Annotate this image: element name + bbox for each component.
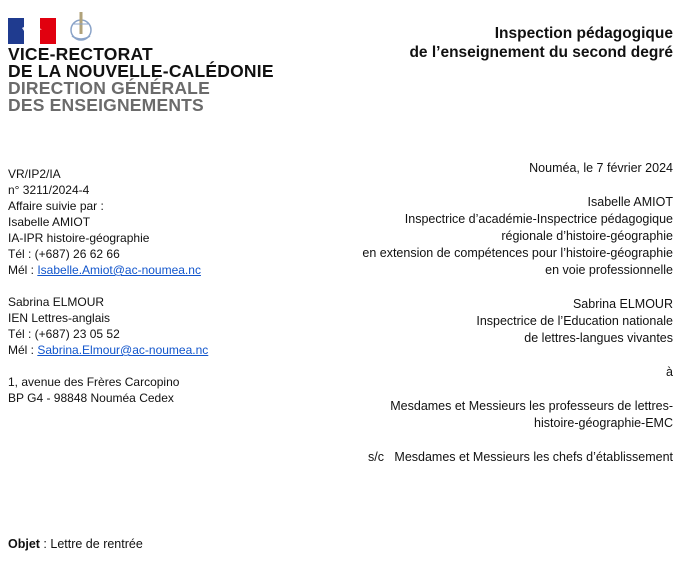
sender2-name: Sabrina ELMOUR (572, 297, 673, 311)
sender2-title-line-2: de lettres-langues vivantes (524, 331, 673, 345)
contact1-role: IA-IPR histoire-géographie (8, 231, 150, 245)
contact1-mail-line (8, 262, 208, 278)
french-republic-flag-icon (8, 18, 56, 44)
subject-separator: : (39, 537, 51, 551)
spacer (362, 381, 673, 398)
sender1-title-line-2: régionale d’histoire-géographie (501, 229, 673, 243)
contact2-role: IEN Lettres-anglais (8, 311, 111, 325)
recipients-line-2: histoire-géographie-EMC (534, 416, 673, 430)
header-title-line-1: Inspection pédagogique (494, 25, 673, 42)
contact2-name: Sabrina ELMOUR (8, 295, 105, 309)
affaire-label: Affaire suivie par : (8, 199, 104, 213)
spacer (362, 177, 673, 194)
subject-label: Objet (8, 537, 40, 551)
sous-couvert-line: s/c Mesdames et Messieurs les chefs d’établissement (368, 450, 673, 464)
to-word: à (666, 365, 673, 379)
reference-2: n° 3211/2024-4 (8, 183, 90, 197)
contact1-mail-label: Mél : (8, 263, 38, 277)
org-line-3: DIRECTION GÉNÉRALE (8, 78, 210, 98)
letter-date: Nouméa, le 7 février 2024 (529, 161, 673, 175)
contact2-mail-label: Mél : (8, 343, 38, 357)
sender-info-column (8, 166, 208, 406)
document-header (409, 24, 673, 62)
contact2-tel: Tél : (+687) 23 05 52 (8, 327, 120, 341)
contact1-tel: Tél : (+687) 26 62 66 (8, 247, 120, 261)
org-line-4: DES ENSEIGNEMENTS (8, 95, 204, 115)
sender1-title-line-1: Inspectrice d’académie-Inspectrice pédagogique (404, 212, 673, 226)
recipient-column (362, 160, 673, 466)
org-line-1: VICE-RECTORAT (8, 44, 153, 64)
sender1-title-line-3: en extension de compétences pour l’histoire-géographie (362, 246, 673, 260)
recipients-line-1: Mesdames et Messieurs les professeurs de lettres- (390, 399, 673, 413)
address-line-2: BP G4 - 98848 Nouméa Cedex (8, 391, 174, 405)
org-line-2: DE LA NOUVELLE-CALÉDONIE (8, 61, 274, 81)
sender2-title-line-1: Inspectrice de l’Education nationale (476, 314, 673, 328)
reference-1: VR/IP2/IA (8, 167, 61, 181)
spacer (362, 347, 673, 364)
spacer (362, 279, 673, 296)
contact2-email-link[interactable]: Sabrina.Elmour@ac-noumea.nc (37, 343, 209, 357)
nouvelle-caledonie-emblem-icon (64, 10, 98, 46)
subject-text: Lettre de rentrée (50, 537, 143, 551)
sender1-title-line-4: en voie professionnelle (545, 263, 673, 277)
subject-line (8, 537, 143, 551)
organization-name (8, 46, 274, 114)
contact1-name: Isabelle AMIOT (8, 215, 91, 229)
sender1-name: Isabelle AMIOT (587, 195, 673, 209)
address-line-1: 1, avenue des Frères Carcopino (8, 375, 180, 389)
contact1-email-link[interactable]: Isabelle.Amiot@ac-noumea.nc (37, 263, 201, 277)
spacer (8, 358, 208, 374)
spacer (362, 432, 673, 449)
spacer (8, 278, 208, 294)
header-title-line-2: de l’enseignement du second degré (409, 44, 673, 61)
contact2-mail-line (8, 342, 208, 358)
